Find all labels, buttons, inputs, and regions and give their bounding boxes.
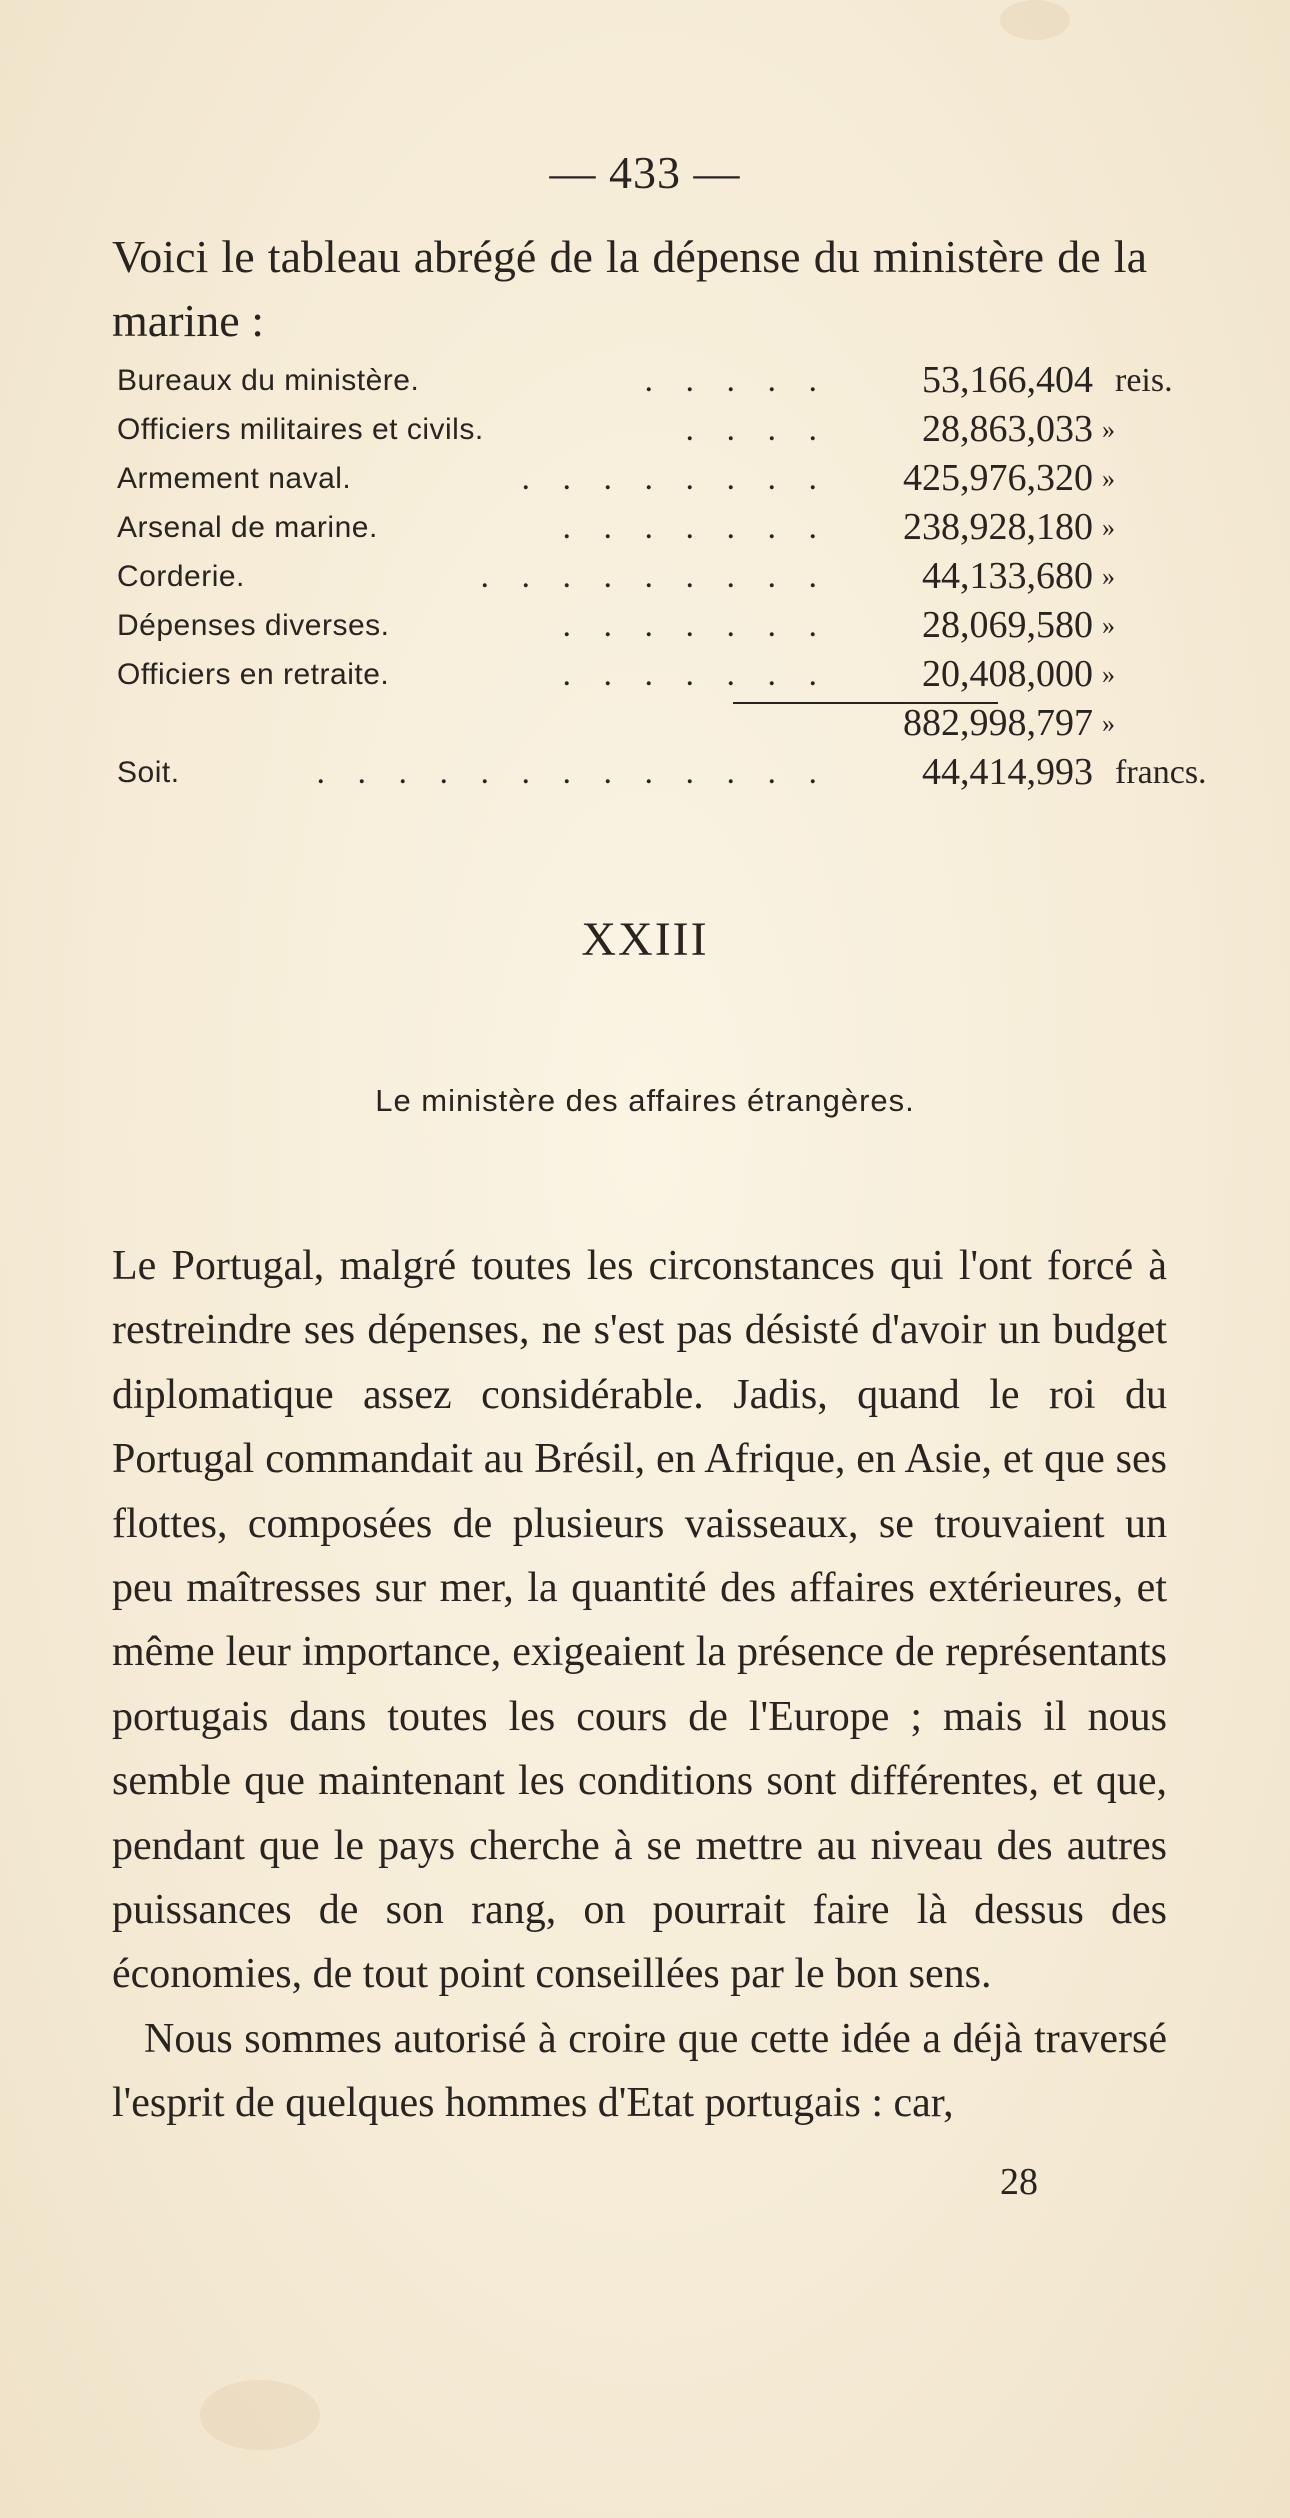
budget-row	[117, 454, 1127, 503]
leader-dots: . . . .	[685, 411, 829, 448]
row-amount: 28,069,580	[922, 604, 1093, 646]
row-unit: »	[1102, 611, 1115, 640]
row-unit: »	[1102, 660, 1115, 689]
row-amount: 28,863,033	[922, 408, 1093, 450]
leader-dots: . . . . . . .	[562, 656, 829, 693]
row-amount: 20,408,000	[922, 653, 1093, 695]
row-unit: francs.	[1115, 754, 1207, 791]
row-unit: »	[1102, 562, 1115, 591]
signature-mark: 28	[1000, 2161, 1038, 2203]
row-unit: »	[1102, 709, 1115, 738]
budget-row	[117, 748, 1207, 797]
section-number: XXIII	[581, 913, 709, 966]
row-unit: reis.	[1115, 362, 1173, 399]
budget-row	[117, 650, 1127, 699]
row-label: Dépenses diverses.	[117, 609, 390, 642]
row-unit: »	[1102, 415, 1115, 444]
row-unit: »	[1102, 513, 1115, 542]
row-label: Armement naval.	[117, 462, 352, 495]
budget-row	[117, 356, 1173, 405]
row-amount: 238,928,180	[903, 506, 1093, 548]
row-amount: 425,976,320	[903, 457, 1093, 499]
paragraph: Le Portugal, malgré toutes les circonstances qui l'ont forcé à restreindre ses dépenses, ne s'est pas désisté d'avoir un budget diplomatique assez considérable. Jadis, quand le roi du Portugal commandait au Brésil, en Afrique, en Asie, et que ses flottes, composées de plusieurs vaisseaux, se trouvaient un peu maîtresses sur mer, la quantité des affaires extérieures, et même leur importance, exigeaient la présence de représentants portugais dans toutes les cours de l'Europe ; mais il nous semble que maintenant les conditions sont différentes, et que, pendant que le pays cherche à se mettre au niveau des autres puissances de son rang, on pourrait faire là dessus des économies, de tout point conseillées par le bon sens.	[112, 1243, 1167, 1998]
body-text	[112, 1234, 1167, 2136]
budget-row	[117, 699, 1127, 748]
row-amount: 44,414,993	[922, 751, 1093, 793]
budget-row	[117, 405, 1127, 454]
total-rule	[733, 702, 998, 704]
budget-table	[117, 356, 1207, 797]
leader-dots: . . . . . . .	[562, 509, 829, 546]
page-number: — 433 —	[549, 147, 741, 198]
leader-dots: . . . . .	[644, 362, 829, 399]
leader-dots: . . . . . . . .	[521, 460, 829, 497]
row-amount: 882,998,797	[903, 702, 1093, 744]
row-label: Officiers militaires et civils.	[117, 413, 484, 446]
page-stain	[200, 2380, 320, 2450]
intro-sentence: Voici le tableau abrégé de la dépense du ministère de la marine :	[112, 231, 1147, 346]
page-stain	[1000, 0, 1070, 40]
row-amount: 53,166,404	[922, 359, 1093, 401]
row-label: Corderie.	[117, 560, 245, 593]
row-label: Bureaux du ministère.	[117, 364, 420, 397]
leader-dots: . . . . . . .	[562, 607, 829, 644]
paragraph: Nous sommes autorisé à croire que cette idée a déjà traversé l'esprit de quelques hommes d'Etat portugais : car,	[112, 2015, 1167, 2127]
budget-row	[117, 552, 1127, 601]
leader-dots: . . . . . . . . .	[480, 558, 829, 595]
row-label: Officiers en retraite.	[117, 658, 390, 691]
row-amount: 44,133,680	[922, 555, 1093, 597]
budget-row	[117, 503, 1127, 552]
leader-dots: . . . . . . . . . . . . .	[316, 754, 829, 791]
section-title: Le ministère des affaires étrangères.	[375, 1083, 915, 1118]
row-label: Arsenal de marine.	[117, 511, 378, 544]
row-label: Soit.	[117, 756, 180, 789]
row-unit: »	[1102, 464, 1115, 493]
budget-row	[117, 601, 1127, 650]
